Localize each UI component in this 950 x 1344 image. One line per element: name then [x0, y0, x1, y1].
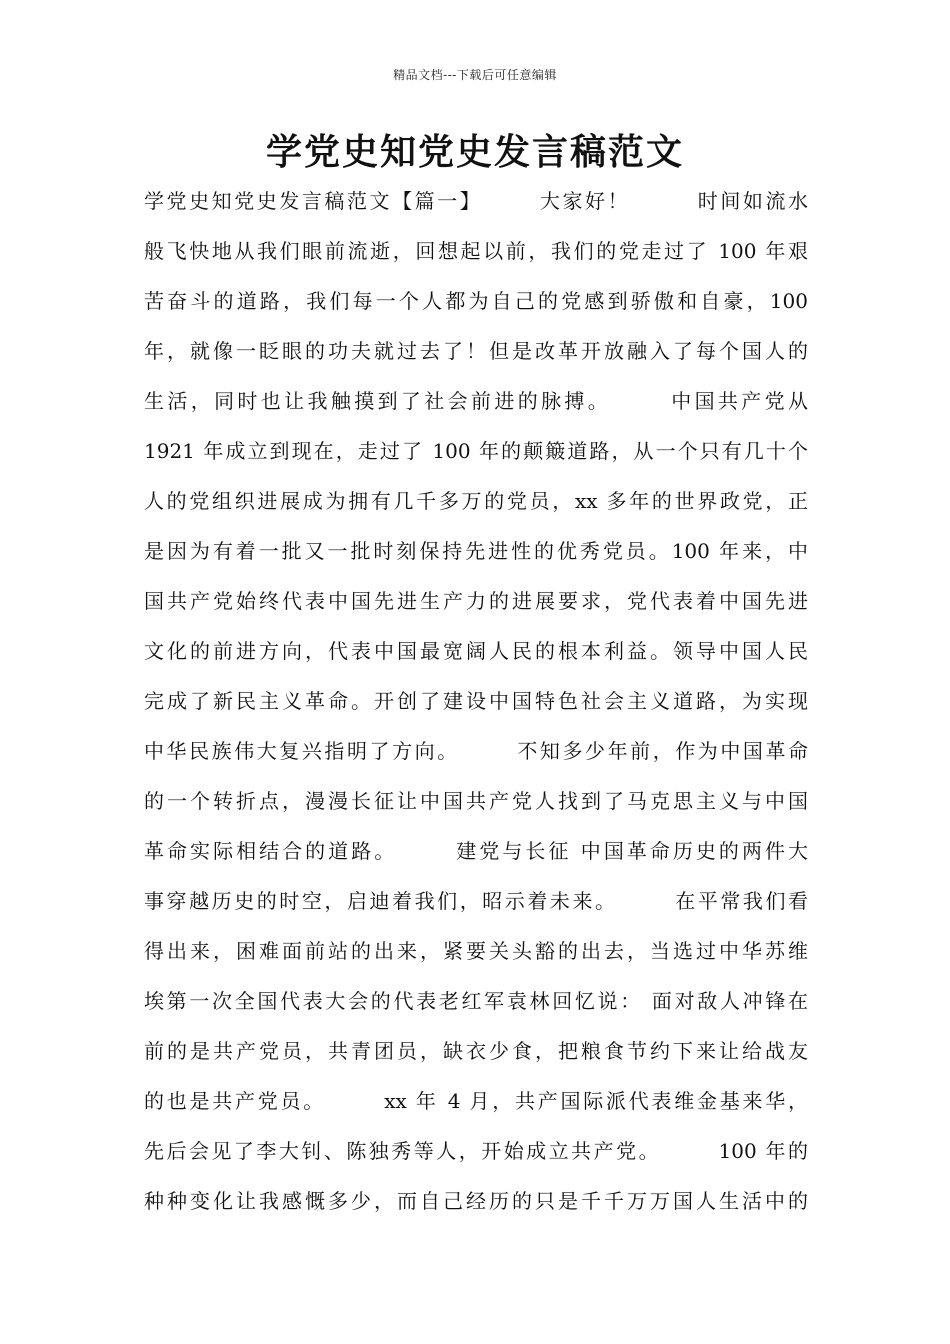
text-line: 完成了新民主义革命。开创了建设中国特色社会主义道路，为实现 — [144, 689, 808, 713]
text-line: 事穿越历史的时空，启迪着我们，昭示着未来。 在平常我们看 — [144, 889, 808, 913]
document-title: 学党史知党史发言稿范文 — [265, 131, 684, 173]
header-note: 精品文档---下载后可任意编辑 — [393, 68, 557, 82]
text-line: 般飞快地从我们眼前流逝，回想起以前，我们的党走过了 100 年艰 — [144, 239, 808, 263]
text-line: 年，就像一眨眼的功夫就过去了！但是改革开放融入了每个国人的 — [144, 339, 808, 363]
body-text — [144, 179, 808, 1229]
text-line: 前的是共产党员，共青团员，缺衣少食，把粮食节约下来让给战友 — [144, 1039, 808, 1063]
text-line: 是因为有着一批又一批时刻保持先进性的优秀党员。100 年来，中 — [144, 539, 808, 563]
text-line: 1921 年成立到现在，走过了 100 年的颠簸道路，从一个只有几十个 — [144, 439, 808, 463]
text-line: 生活，同时也让我触摸到了社会前进的脉搏。 中国共产党从 — [144, 389, 808, 413]
text-line: 国共产党始终代表中国先进生产力的进展要求，党代表着中国先进 — [144, 589, 808, 613]
text-line: 苦奋斗的道路，我们每一个人都为自己的党感到骄傲和自豪，100 — [144, 289, 808, 313]
text-line: 埃第一次全国代表大会的代表老红军袁林回忆说： 面对敌人冲锋在 — [144, 989, 808, 1013]
text-line: 人的党组织进展成为拥有几千多万的党员，xx 多年的世界政党，正 — [144, 489, 808, 513]
text-line: 文化的前进方向，代表中国最宽阔人民的根本利益。领导中国人民 — [144, 639, 808, 663]
text-line: 的也是共产党员。 xx 年 4 月，共产国际派代表维金基来华， — [144, 1089, 808, 1113]
text-line: 的一个转折点，漫漫长征让中国共产党人找到了马克思主义与中国 — [144, 789, 808, 813]
text-line: 得出来，困难面前站的出来，紧要关头豁的出去，当选过中华苏维 — [144, 939, 808, 963]
text-line: 中华民族伟大复兴指明了方向。 不知多少年前，作为中国革命 — [144, 739, 808, 763]
text-line: 先后会见了李大钊、陈独秀等人，开始成立共产党。 100 年的 — [144, 1139, 808, 1163]
text-line: 革命实际相结合的道路。 建党与长征 中国革命历史的两件大 — [144, 839, 808, 863]
text-line: 学党史知党史发言稿范文【篇一】 大家好！ 时间如流水 — [144, 189, 808, 213]
text-line: 种种变化让我感慨多少，而自己经历的只是千千万万国人生活中的 — [144, 1189, 808, 1213]
